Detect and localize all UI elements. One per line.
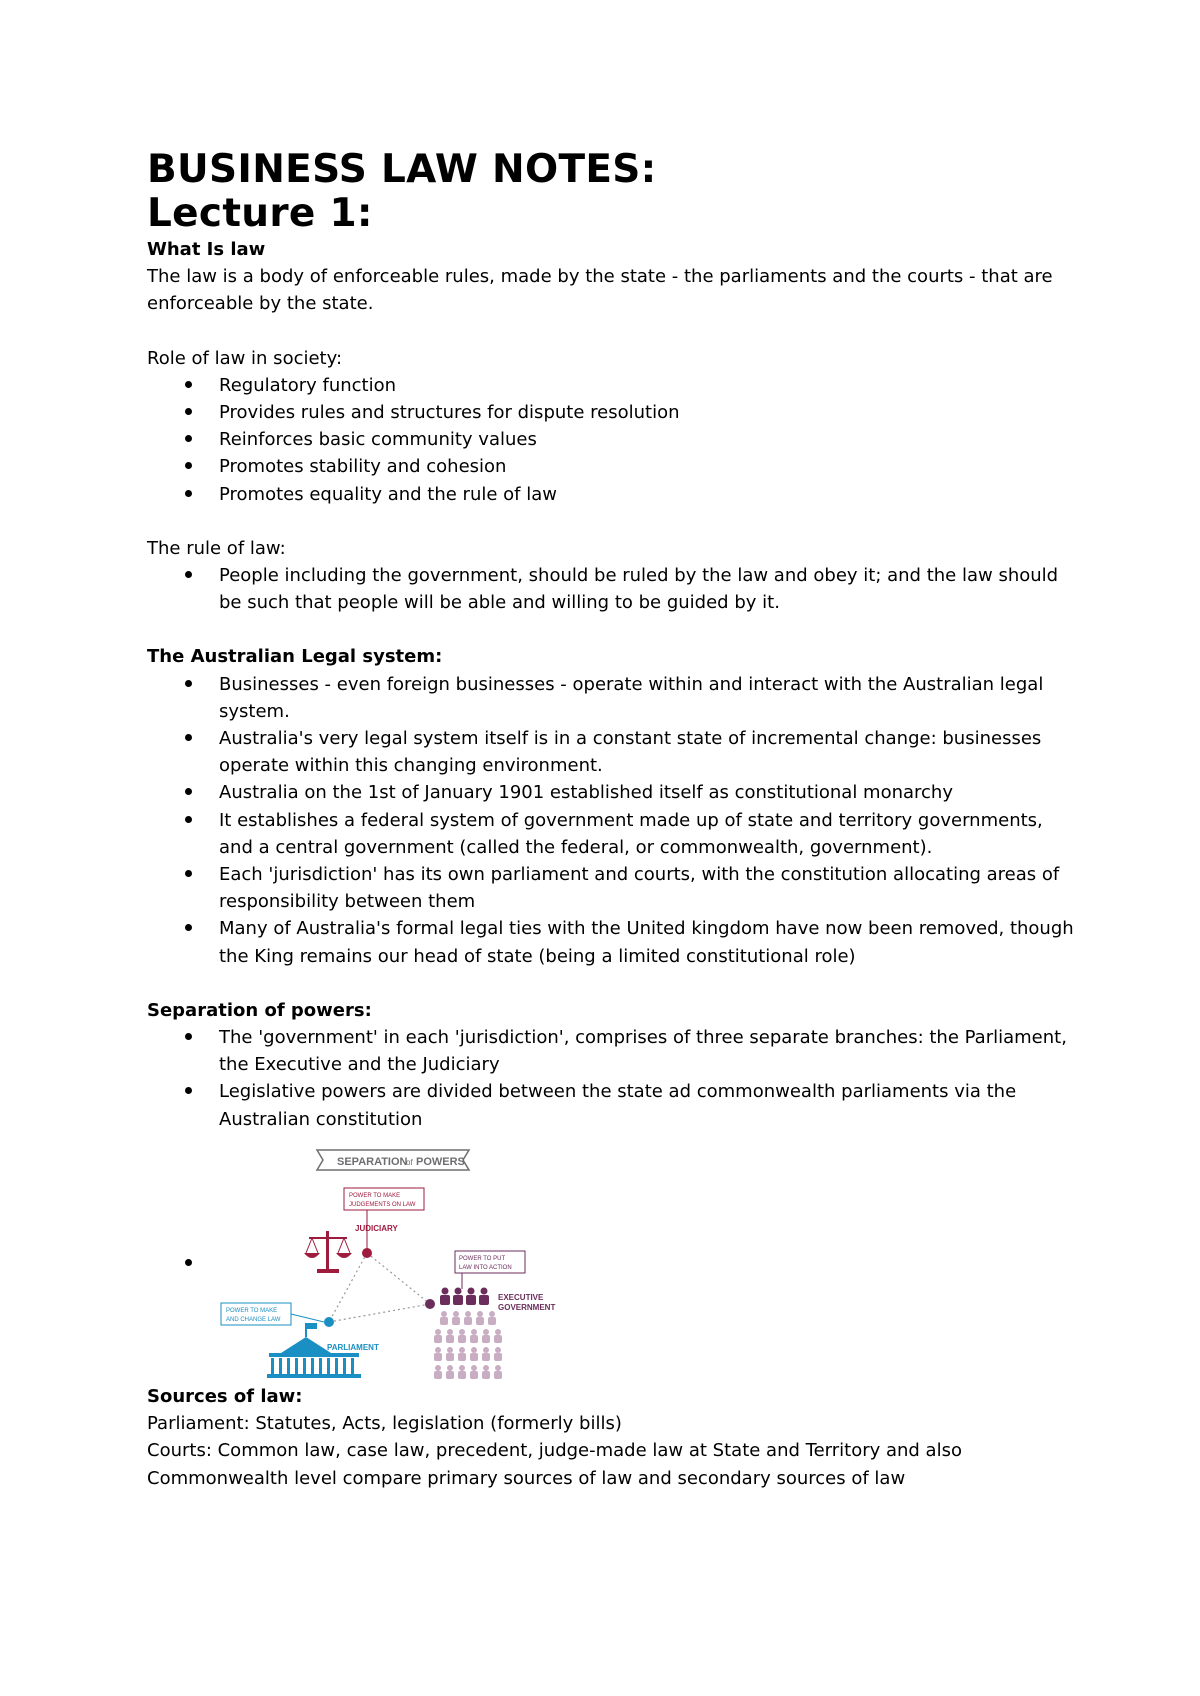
list-item <box>147 1133 1077 1383</box>
diagram-connectors <box>329 1253 430 1322</box>
banner-text-of: of <box>406 1157 413 1167</box>
legal-system-list <box>147 671 1077 970</box>
parliament-node <box>324 1317 334 1327</box>
parliament-note-line-2: AND CHANGE LAW <box>226 1316 281 1323</box>
diagram-banner <box>317 1150 469 1170</box>
list-item: Promotes equality and the rule of law <box>147 481 1077 508</box>
list-item: Many of Australia's formal legal ties with the United kingdom have now been removed, though the King remains our head of state (being a limited constitutional role) <box>147 915 1077 969</box>
list-item: Australia's very legal system itself is in a constant state of incremental change: businesses operate within this changing environment. <box>147 725 1077 779</box>
banner-text-powers: POWERS <box>416 1155 465 1168</box>
executive-note-line-1: POWER TO PUT <box>459 1255 506 1262</box>
parliament-group <box>221 1303 379 1378</box>
list-item: The 'government' in each 'jurisdiction', comprises of three separate branches: the Parliament, the Executive and the Judiciary <box>147 1024 1077 1078</box>
rule-of-law-heading: The rule of law: <box>147 537 286 559</box>
executive-label-line-2: GOVERNMENT <box>498 1302 556 1312</box>
executive-label-line-1: EXECUTIVE <box>498 1292 544 1302</box>
judiciary-note-line-2: JUDGEMENTS ON LAW <box>349 1201 416 1208</box>
spacer <box>147 970 1077 997</box>
rule-of-law-list <box>147 562 1077 616</box>
list-item: Each 'jurisdiction' has its own parliament and courts, with the constitution allocating areas of responsibility between them <box>147 861 1077 915</box>
list-item: Provides rules and structures for dispute resolution <box>147 399 1077 426</box>
list-item: Australia on the 1st of January 1901 established itself as constitutional monarchy <box>147 779 1077 806</box>
role-heading: Role of law in society: <box>147 347 343 369</box>
what-is-law-heading: What Is law <box>147 239 266 260</box>
list-item: Promotes stability and cohesion <box>147 453 1077 480</box>
separation-list <box>147 1024 1077 1383</box>
spacer <box>147 508 1077 535</box>
lecture-title: Lecture 1: <box>147 191 373 236</box>
sources-heading: Sources of law: <box>147 1385 303 1407</box>
document-body <box>147 148 1077 1492</box>
executive-group <box>425 1251 555 1379</box>
document-title: BUSINESS LAW NOTES: <box>147 147 657 192</box>
spacer <box>147 616 1077 643</box>
parliament-label: PARLIAMENT <box>327 1342 379 1352</box>
people-icon <box>440 1287 489 1305</box>
separation-of-powers-diagram <box>219 1133 599 1383</box>
what-is-law-text: The law is a body of enforceable rules, made by the state - the parliaments and the courts - that are enforceable by the state. <box>147 266 1053 315</box>
sources-line: Courts: Common law, case law, precedent, judge-made law at State and Territory and also Commonwealth level compare primary sources of law and secondary sources of law <box>147 1440 962 1489</box>
list-item: Legislative powers are divided between the state ad commonwealth parliaments via the Australian constitution <box>147 1078 1077 1132</box>
parliament-note-line-1: POWER TO MAKE <box>226 1307 278 1314</box>
judiciary-group <box>304 1188 424 1273</box>
list-item: People including the government, should be ruled by the law and obey it; and the law should be such that people will be able and willing to be guided by it. <box>147 562 1077 616</box>
judiciary-node <box>362 1248 372 1258</box>
legal-system-heading: The Australian Legal system: <box>147 646 443 668</box>
list-item: Businesses - even foreign businesses - operate within and interact with the Australian legal system. <box>147 671 1077 725</box>
judiciary-note-line-1: POWER TO MAKE <box>349 1192 401 1199</box>
list-item: Regulatory function <box>147 372 1077 399</box>
sources-line: Parliament: Statutes, Acts, legislation (formerly bills) <box>147 1413 622 1435</box>
role-list <box>147 372 1077 508</box>
list-item: It establishes a federal system of government made up of state and territory governments, and a central government (called the federal, or commonwealth, government). <box>147 807 1077 861</box>
list-item: Reinforces basic community values <box>147 426 1077 453</box>
citizens-icon <box>434 1311 502 1379</box>
banner-text-separation: SEPARATION <box>337 1155 408 1168</box>
spacer <box>147 318 1077 345</box>
judiciary-label: JUDICIARY <box>355 1223 398 1233</box>
separation-heading: Separation of powers: <box>147 999 372 1021</box>
scales-icon <box>304 1231 352 1273</box>
executive-node <box>425 1299 435 1309</box>
executive-note-line-2: LAW INTO ACTION <box>459 1264 512 1271</box>
